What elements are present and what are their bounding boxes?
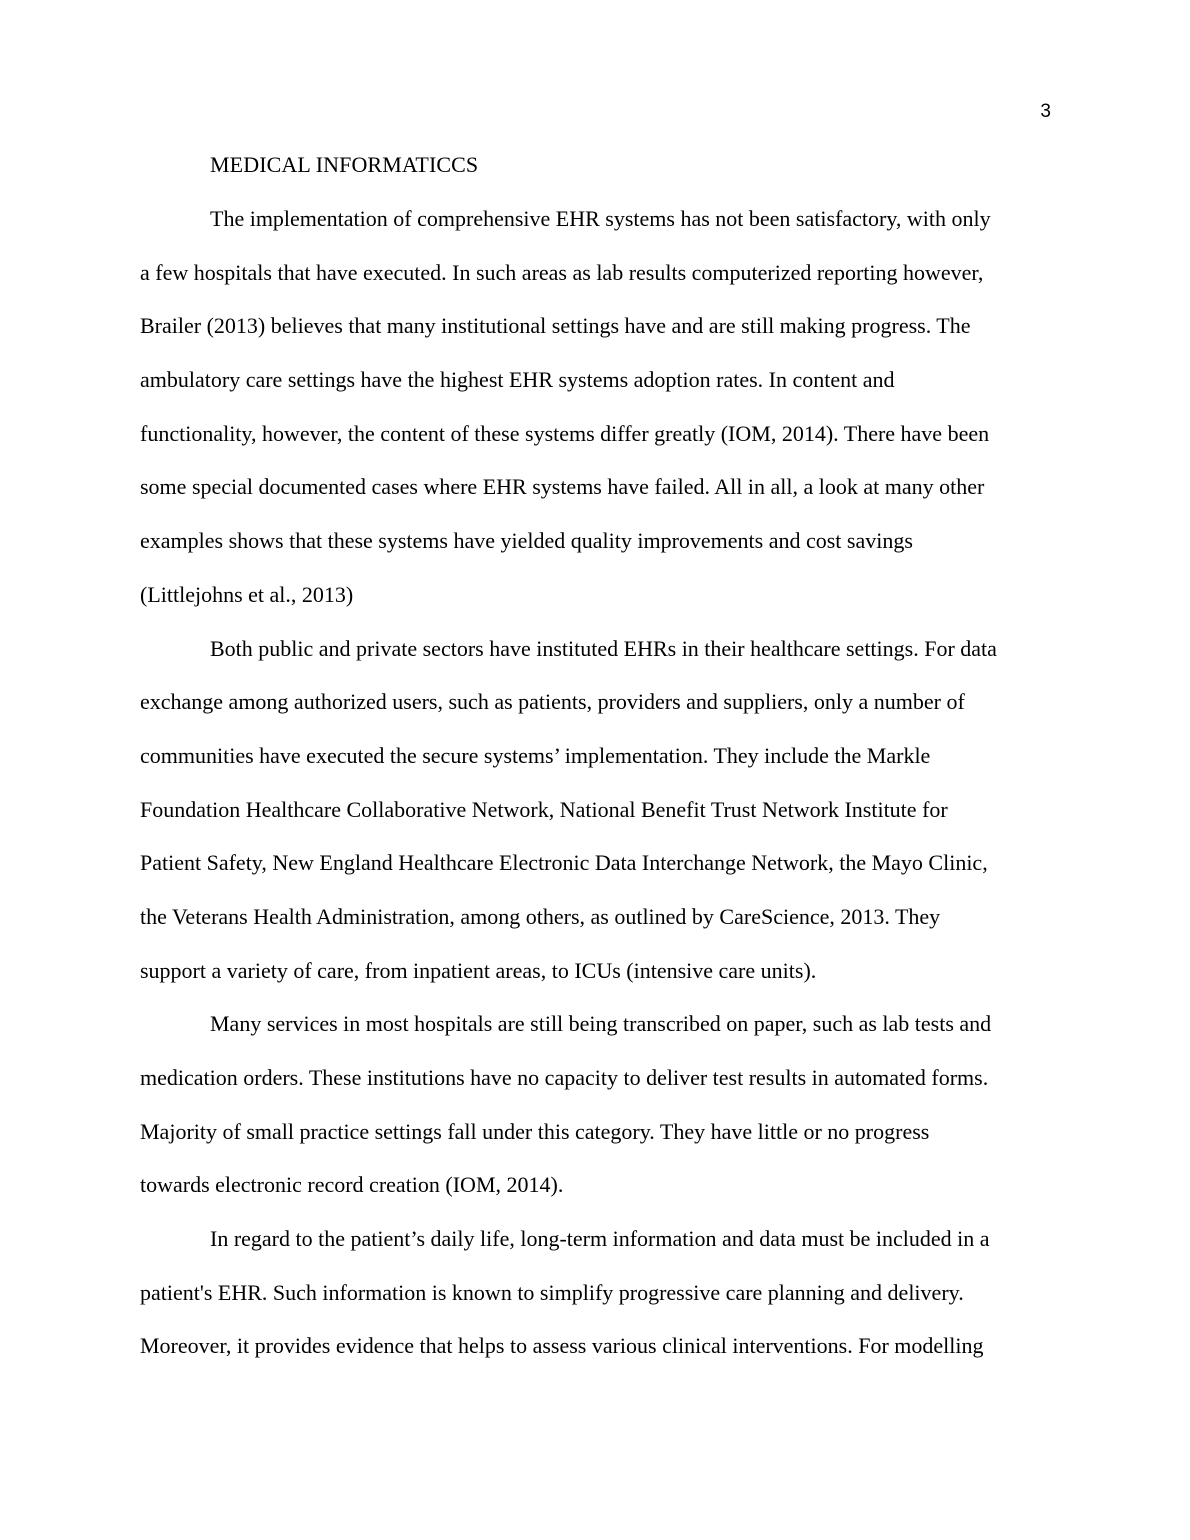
paragraph-line: functionality, however, the content of these systems differ greatly (IOM, 2014). There have been bbox=[140, 420, 990, 446]
paragraph-line: Many services in most hospitals are still being transcribed on paper, such as lab tests and bbox=[210, 1011, 992, 1037]
paragraph-line: medication orders. These institutions have no capacity to deliver test results in automated forms. bbox=[140, 1065, 989, 1090]
paragraph-line: communities have executed the secure systems’ implementation. They include the Markle bbox=[140, 742, 931, 768]
paragraph-line: Foundation Healthcare Collaborative Network, National Benefit Trust Network Institute for bbox=[140, 796, 948, 822]
paragraph-4 bbox=[140, 1212, 1050, 1373]
paragraph-line: some special documented cases where EHR systems have failed. All in all, a look at many other bbox=[140, 474, 985, 500]
paragraph-2 bbox=[140, 622, 1050, 998]
paragraph-line: towards electronic record creation (IOM, 2014). bbox=[140, 1172, 564, 1198]
paragraph-line: Patient Safety, New England Healthcare Electronic Data Interchange Network, the Mayo Clinic, bbox=[140, 850, 988, 876]
paragraph-line: Majority of small practice settings fall under this category. They have little or no progress bbox=[140, 1118, 930, 1144]
page-number: 3 bbox=[1040, 101, 1051, 122]
paragraph-line: (Littlejohns et al., 2013) bbox=[140, 581, 354, 607]
paragraph-line: The implementation of comprehensive EHR systems has not been satisfactory, with only bbox=[210, 206, 991, 231]
paragraph-line: exchange among authorized users, such as patients, providers and suppliers, only a number of bbox=[140, 689, 965, 715]
paragraph-1 bbox=[140, 192, 1050, 622]
paragraph-line: Both public and private sectors have instituted EHRs in their healthcare settings. For data bbox=[210, 635, 997, 661]
paragraph-line: Moreover, it provides evidence that helps to assess various clinical interventions. For modelling bbox=[140, 1333, 984, 1359]
running-head: MEDICAL INFORMATICCS bbox=[210, 152, 479, 177]
paragraph-line: the Veterans Health Administration, among others, as outlined by CareScience, 2013. They bbox=[140, 903, 941, 929]
paragraph-line: a few hospitals that have executed. In such areas as lab results computerized reporting however, bbox=[140, 259, 984, 285]
paragraph-line: ambulatory care settings have the highest EHR systems adoption rates. In content and bbox=[140, 367, 895, 393]
body-text bbox=[140, 192, 1050, 1373]
paragraph-line: Brailer (2013) believes that many institutional settings have and are still making progress. The bbox=[140, 313, 971, 339]
paragraph-line: In regard to the patient’s daily life, long-term information and data must be included in a bbox=[210, 1226, 990, 1252]
paragraph-line: patient's EHR. Such information is known to simplify progressive care planning and delivery. bbox=[140, 1279, 964, 1305]
paragraph-line: examples shows that these systems have yielded quality improvements and cost savings bbox=[140, 528, 913, 554]
paragraph-3 bbox=[140, 997, 1050, 1212]
paragraph-line: support a variety of care, from inpatient areas, to ICUs (intensive care units). bbox=[140, 957, 817, 983]
